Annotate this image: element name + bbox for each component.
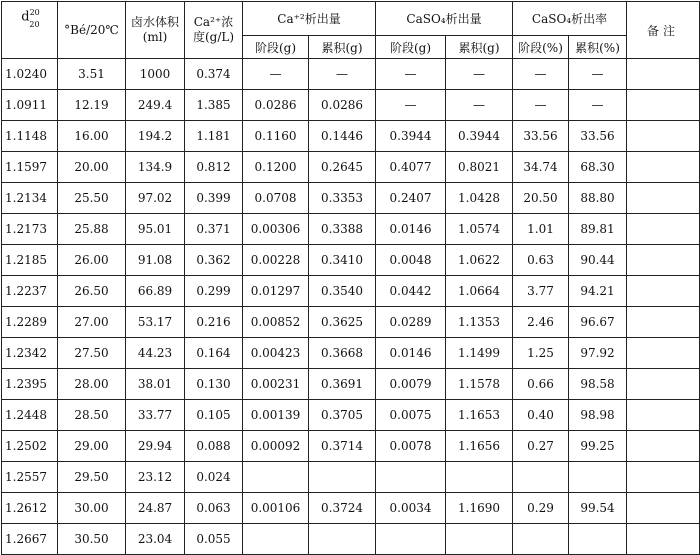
cell-ca-cumulative — [309, 524, 376, 555]
cell-density: 1.2237 — [2, 276, 58, 307]
density-sub: 20 — [29, 20, 40, 30]
cell-brine-volume: 44.23 — [126, 338, 185, 369]
cell-ca-stage: 0.01297 — [243, 276, 309, 307]
cell-rate-cumulative: 99.54 — [569, 493, 627, 524]
cell-caso4-cumulative: 1.0428 — [446, 183, 513, 214]
cell-rate-stage: 0.63 — [513, 245, 569, 276]
cell-rate-cumulative: 99.25 — [569, 431, 627, 462]
cell-rate-stage: 3.77 — [513, 276, 569, 307]
cell-brine-volume: 66.89 — [126, 276, 185, 307]
cell-rate-stage: 0.29 — [513, 493, 569, 524]
cell-ca-cumulative: 0.0286 — [309, 90, 376, 121]
cell-ca-conc: 0.362 — [185, 245, 243, 276]
table-row — [2, 400, 700, 431]
cell-ca-stage: 0.00106 — [243, 493, 309, 524]
cell-caso4-cumulative: 1.0622 — [446, 245, 513, 276]
cell-brine-volume: 194.2 — [126, 121, 185, 152]
rate-cumulative-header: 累积(%) — [569, 36, 627, 59]
cell-brine-volume: 38.01 — [126, 369, 185, 400]
cell-remarks — [627, 307, 700, 338]
cell-caso4-stage: 0.3944 — [376, 121, 446, 152]
cell-remarks — [627, 462, 700, 493]
cell-ca-cumulative: 0.3625 — [309, 307, 376, 338]
cell-ca-conc: 0.130 — [185, 369, 243, 400]
cell-brine-volume: 53.17 — [126, 307, 185, 338]
cell-rate-cumulative: 94.21 — [569, 276, 627, 307]
ca-cumulative-header: 累积(g) — [309, 36, 376, 59]
cell-density: 1.2289 — [2, 307, 58, 338]
cell-rate-stage: 1.25 — [513, 338, 569, 369]
cell-caso4-cumulative: 1.1690 — [446, 493, 513, 524]
cell-remarks — [627, 369, 700, 400]
cell-ca-cumulative: 0.3388 — [309, 214, 376, 245]
cell-caso4-stage: 0.0442 — [376, 276, 446, 307]
cell-remarks — [627, 59, 700, 90]
cell-caso4-cumulative: — — [446, 90, 513, 121]
cell-rate-stage — [513, 524, 569, 555]
table-row — [2, 245, 700, 276]
cell-brine-volume: 249.4 — [126, 90, 185, 121]
cell-density: 1.2612 — [2, 493, 58, 524]
cell-rate-cumulative: — — [569, 90, 627, 121]
cell-ca-conc: 0.812 — [185, 152, 243, 183]
cell-rate-cumulative: 96.67 — [569, 307, 627, 338]
cell-ca-conc: 0.371 — [185, 214, 243, 245]
cell-rate-stage: 33.56 — [513, 121, 569, 152]
cell-caso4-cumulative: 1.1578 — [446, 369, 513, 400]
cell-caso4-cumulative: 1.1499 — [446, 338, 513, 369]
cell-rate-stage: — — [513, 90, 569, 121]
cell-density: 1.2448 — [2, 400, 58, 431]
cell-caso4-cumulative: 0.8021 — [446, 152, 513, 183]
caso4-precip-header: CaSO₄析出量 — [376, 2, 513, 36]
cell-rate-stage: — — [513, 59, 569, 90]
table-row — [2, 152, 700, 183]
cell-remarks — [627, 400, 700, 431]
cell-brine-volume: 33.77 — [126, 400, 185, 431]
cell-ca-stage: 0.0286 — [243, 90, 309, 121]
ca-conc-line2: 度(g/L) — [192, 30, 235, 44]
cell-brine-volume: 23.04 — [126, 524, 185, 555]
remarks-header: 备注 — [627, 2, 700, 59]
cell-rate-cumulative — [569, 462, 627, 493]
cell-caso4-cumulative: — — [446, 59, 513, 90]
cell-baume: 30.00 — [58, 493, 126, 524]
caso4-stage-header: 阶段(g) — [376, 36, 446, 59]
cell-density: 1.2134 — [2, 183, 58, 214]
rate-stage-header: 阶段(%) — [513, 36, 569, 59]
cell-brine-volume: 97.02 — [126, 183, 185, 214]
cell-ca-cumulative: 0.3724 — [309, 493, 376, 524]
cell-brine-volume: 24.87 — [126, 493, 185, 524]
cell-ca-conc: 0.299 — [185, 276, 243, 307]
cell-brine-volume: 1000 — [126, 59, 185, 90]
cell-rate-cumulative: 68.30 — [569, 152, 627, 183]
table-row — [2, 462, 700, 493]
table-row — [2, 431, 700, 462]
cell-baume: 3.51 — [58, 59, 126, 90]
table-row — [2, 183, 700, 214]
density-sup: 20 — [29, 8, 40, 17]
cell-ca-conc: 0.105 — [185, 400, 243, 431]
cell-density: 1.0911 — [2, 90, 58, 121]
cell-ca-stage: 0.00306 — [243, 214, 309, 245]
cell-caso4-cumulative: 1.1653 — [446, 400, 513, 431]
table-body — [2, 59, 700, 555]
cell-remarks — [627, 493, 700, 524]
cell-density: 1.2173 — [2, 214, 58, 245]
ca-stage-header: 阶段(g) — [243, 36, 309, 59]
cell-ca-stage — [243, 462, 309, 493]
brine-volume-line2: (ml) — [142, 30, 168, 44]
cell-density: 1.0240 — [2, 59, 58, 90]
cell-ca-conc: 0.374 — [185, 59, 243, 90]
cell-caso4-stage: 0.2407 — [376, 183, 446, 214]
cell-caso4-cumulative: 1.0664 — [446, 276, 513, 307]
cell-remarks — [627, 524, 700, 555]
cell-ca-stage: 0.00092 — [243, 431, 309, 462]
table-row — [2, 90, 700, 121]
cell-caso4-cumulative — [446, 462, 513, 493]
ca-precip-header: Ca⁺²析出量 — [243, 2, 376, 36]
cell-ca-stage: — — [243, 59, 309, 90]
cell-brine-volume: 29.94 — [126, 431, 185, 462]
cell-caso4-stage: — — [376, 90, 446, 121]
cell-ca-conc: 0.063 — [185, 493, 243, 524]
brine-volume-line1: 卤水体积 — [130, 15, 179, 29]
table-row — [2, 369, 700, 400]
cell-baume: 20.00 — [58, 152, 126, 183]
cell-ca-cumulative: 0.3668 — [309, 338, 376, 369]
cell-ca-conc: 0.088 — [185, 431, 243, 462]
cell-brine-volume: 23.12 — [126, 462, 185, 493]
cell-ca-conc: 0.216 — [185, 307, 243, 338]
cell-caso4-cumulative: 1.1656 — [446, 431, 513, 462]
cell-ca-cumulative — [309, 462, 376, 493]
cell-rate-stage: 20.50 — [513, 183, 569, 214]
cell-rate-stage: 0.40 — [513, 400, 569, 431]
caso4-rate-header: CaSO₄析出率 — [513, 2, 627, 36]
cell-brine-volume: 91.08 — [126, 245, 185, 276]
cell-ca-conc: 0.164 — [185, 338, 243, 369]
cell-baume: 26.50 — [58, 276, 126, 307]
cell-remarks — [627, 245, 700, 276]
cell-rate-cumulative: — — [569, 59, 627, 90]
cell-remarks — [627, 276, 700, 307]
cell-caso4-stage: 0.0075 — [376, 400, 446, 431]
cell-ca-conc: 1.385 — [185, 90, 243, 121]
table-row — [2, 493, 700, 524]
cell-baume: 28.50 — [58, 400, 126, 431]
cell-baume: 29.00 — [58, 431, 126, 462]
cell-ca-stage: 0.0708 — [243, 183, 309, 214]
cell-remarks — [627, 431, 700, 462]
cell-rate-cumulative: 33.56 — [569, 121, 627, 152]
cell-ca-conc: 1.181 — [185, 121, 243, 152]
cell-caso4-cumulative — [446, 524, 513, 555]
cell-caso4-cumulative: 0.3944 — [446, 121, 513, 152]
cell-ca-cumulative: 0.3705 — [309, 400, 376, 431]
cell-density: 1.2502 — [2, 431, 58, 462]
cell-ca-stage: 0.00423 — [243, 338, 309, 369]
cell-ca-cumulative: 0.3410 — [309, 245, 376, 276]
baume-header: °Bé/20℃ — [58, 2, 126, 59]
cell-rate-cumulative: 97.92 — [569, 338, 627, 369]
cell-remarks — [627, 90, 700, 121]
cell-ca-stage: 0.1160 — [243, 121, 309, 152]
cell-ca-cumulative: — — [309, 59, 376, 90]
density-header — [2, 2, 58, 59]
cell-remarks — [627, 214, 700, 245]
density-symbol: d — [21, 9, 30, 25]
cell-caso4-stage: 0.0079 — [376, 369, 446, 400]
cell-baume: 25.88 — [58, 214, 126, 245]
cell-ca-stage — [243, 524, 309, 555]
cell-brine-volume: 134.9 — [126, 152, 185, 183]
cell-caso4-stage: 0.0034 — [376, 493, 446, 524]
cell-rate-stage: 2.46 — [513, 307, 569, 338]
cell-ca-cumulative: 0.3691 — [309, 369, 376, 400]
cell-caso4-stage: 0.0078 — [376, 431, 446, 462]
cell-caso4-stage: 0.0146 — [376, 214, 446, 245]
table-row — [2, 276, 700, 307]
ca-conc-line1: Ca²⁺浓 — [193, 15, 234, 29]
cell-baume: 25.50 — [58, 183, 126, 214]
cell-baume: 16.00 — [58, 121, 126, 152]
cell-density: 1.1148 — [2, 121, 58, 152]
cell-caso4-cumulative: 1.1353 — [446, 307, 513, 338]
cell-rate-cumulative: 88.80 — [569, 183, 627, 214]
cell-baume: 29.50 — [58, 462, 126, 493]
cell-ca-stage: 0.00231 — [243, 369, 309, 400]
cell-baume: 30.50 — [58, 524, 126, 555]
cell-density: 1.1597 — [2, 152, 58, 183]
cell-remarks — [627, 152, 700, 183]
cell-density: 1.2342 — [2, 338, 58, 369]
cell-ca-cumulative: 0.1446 — [309, 121, 376, 152]
table-row — [2, 214, 700, 245]
cell-rate-stage — [513, 462, 569, 493]
cell-caso4-stage: 0.0289 — [376, 307, 446, 338]
table-row — [2, 121, 700, 152]
cell-ca-cumulative: 0.3540 — [309, 276, 376, 307]
cell-rate-cumulative: 98.58 — [569, 369, 627, 400]
cell-ca-cumulative: 0.2645 — [309, 152, 376, 183]
cell-baume: 28.00 — [58, 369, 126, 400]
cell-caso4-stage: — — [376, 59, 446, 90]
table-row — [2, 524, 700, 555]
cell-ca-stage: 0.00852 — [243, 307, 309, 338]
brine-volume-header — [126, 2, 185, 59]
table-row — [2, 307, 700, 338]
caso4-cumulative-header: 累积(g) — [446, 36, 513, 59]
cell-ca-stage: 0.1200 — [243, 152, 309, 183]
cell-baume: 27.00 — [58, 307, 126, 338]
cell-ca-cumulative: 0.3714 — [309, 431, 376, 462]
cell-remarks — [627, 338, 700, 369]
cell-brine-volume: 95.01 — [126, 214, 185, 245]
cell-rate-stage: 1.01 — [513, 214, 569, 245]
cell-rate-cumulative — [569, 524, 627, 555]
cell-baume: 12.19 — [58, 90, 126, 121]
table-row — [2, 59, 700, 90]
cell-caso4-cumulative: 1.0574 — [446, 214, 513, 245]
table-row — [2, 338, 700, 369]
cell-caso4-stage: 0.4077 — [376, 152, 446, 183]
cell-rate-stage: 0.27 — [513, 431, 569, 462]
cell-caso4-stage — [376, 462, 446, 493]
cell-remarks — [627, 121, 700, 152]
cell-ca-stage: 0.00139 — [243, 400, 309, 431]
brine-evaporation-table — [1, 1, 700, 555]
cell-baume: 27.50 — [58, 338, 126, 369]
cell-ca-stage: 0.00228 — [243, 245, 309, 276]
cell-rate-cumulative: 89.81 — [569, 214, 627, 245]
cell-caso4-stage: 0.0146 — [376, 338, 446, 369]
cell-ca-cumulative: 0.3353 — [309, 183, 376, 214]
cell-remarks — [627, 183, 700, 214]
cell-caso4-stage — [376, 524, 446, 555]
cell-density: 1.2557 — [2, 462, 58, 493]
cell-density: 1.2395 — [2, 369, 58, 400]
cell-density: 1.2185 — [2, 245, 58, 276]
cell-density: 1.2667 — [2, 524, 58, 555]
cell-baume: 26.00 — [58, 245, 126, 276]
ca-conc-header — [185, 2, 243, 59]
cell-ca-conc: 0.399 — [185, 183, 243, 214]
cell-rate-stage: 34.74 — [513, 152, 569, 183]
cell-caso4-stage: 0.0048 — [376, 245, 446, 276]
cell-ca-conc: 0.024 — [185, 462, 243, 493]
cell-ca-conc: 0.055 — [185, 524, 243, 555]
cell-rate-stage: 0.66 — [513, 369, 569, 400]
cell-rate-cumulative: 90.44 — [569, 245, 627, 276]
cell-rate-cumulative: 98.98 — [569, 400, 627, 431]
